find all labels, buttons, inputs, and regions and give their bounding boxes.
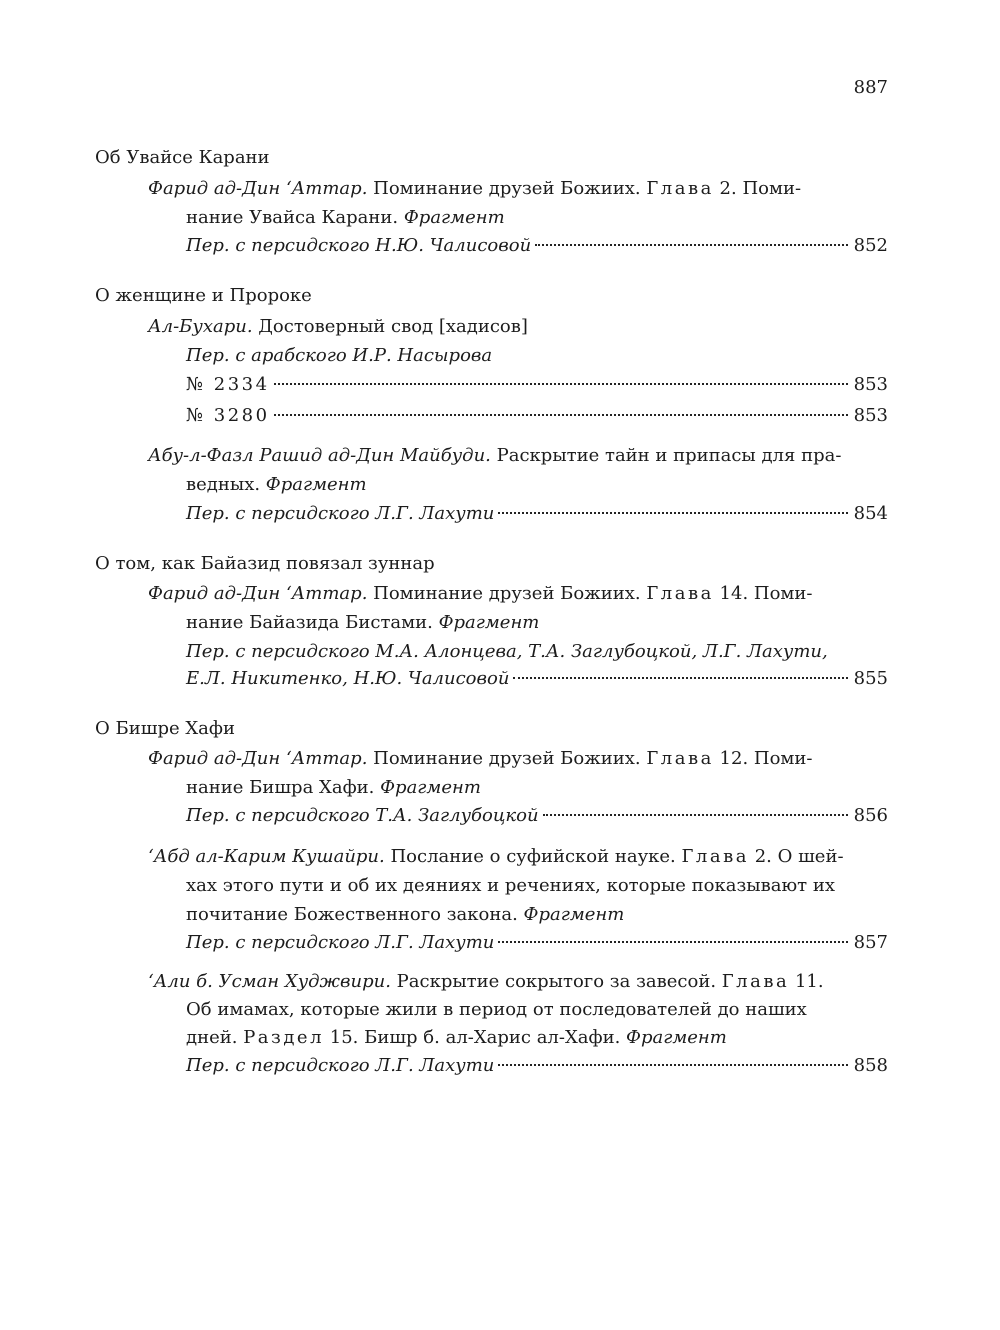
entry-line: дней. Раздел 15. Бишр б. ал-Харис ал-Хафи. Фрагмент: [186, 1027, 727, 1048]
translator: Пер. с персидского Л.Г. Лахути: [186, 1055, 495, 1076]
translator: Пер. с персидского Н.Ю. Чалисовой: [186, 235, 532, 256]
entry-author: Фарид ад-Дин ʻАттар.: [148, 178, 368, 199]
toc-entry-row: [186, 931, 888, 955]
translator: Пер. с персидского Т.А. Заглубоцкой: [186, 805, 539, 826]
entry-line: Фарид ад-Дин ʻАттар. Поминание друзей Божиих. Глава 14. Поми-: [148, 583, 813, 604]
entry-line: хах этого пути и об их деяниях и речениях, которые показывают их: [186, 875, 836, 896]
entry-line: нание Байазида Бистами. Фрагмент: [186, 612, 540, 633]
entry-author: Фарид ад-Дин ʻАттар.: [148, 583, 368, 604]
dot-leader: [498, 512, 847, 514]
translator: Е.Л. Никитенко, Н.Ю. Чалисовой: [186, 668, 510, 689]
hadith-number: № 2334: [186, 374, 270, 395]
entry-line: Ал-Бухари. Достоверный свод [хадисов]: [148, 316, 528, 337]
translator: Пер. с персидского М.А. Алонцева, Т.А. Заглубоцкой, Л.Г. Лахути,: [186, 641, 828, 662]
dot-leader: [274, 383, 848, 385]
entry-line: ʻАбд ал-Карим Кушайри. Послание о суфийской науке. Глава 2. О шей-: [148, 846, 844, 867]
translator: Пер. с персидского Л.Г. Лахути: [186, 932, 495, 953]
entry-line: почитание Божественного закона. Фрагмент: [186, 904, 625, 925]
dot-leader: [498, 1064, 847, 1066]
page-ref: 853: [853, 374, 888, 395]
section-title-bayazid: О том, как Байазид повязал зуннар: [95, 553, 435, 574]
toc-entry-row: [186, 373, 888, 397]
toc-entry-row: [186, 1054, 888, 1078]
page-ref: 854: [853, 503, 888, 524]
toc-entry-row: [186, 804, 888, 828]
entry-line: нание Бишра Хафи. Фрагмент: [186, 777, 481, 798]
dot-leader: [513, 677, 847, 679]
page-ref: 853: [853, 405, 888, 426]
entry-line: Абу-л-Фазл Рашид ад-Дин Майбуди. Раскрытие тайн и припасы для пра-: [148, 445, 842, 466]
translator: Пер. с арабского И.Р. Насырова: [186, 345, 493, 366]
entry-line: ʻАли б. Усман Худжвири. Раскрытие сокрытого за завесой. Глава 11.: [148, 971, 824, 992]
page-number: 887: [853, 77, 888, 98]
entry-line: Фарид ад-Дин ʻАттар. Поминание друзей Божиих. Глава 2. Поми-: [148, 178, 802, 199]
entry-line: Об имамах, которые жили в период от последователей до наших: [186, 999, 807, 1020]
hadith-number: № 3280: [186, 405, 270, 426]
entry-author: Ал-Бухари.: [148, 316, 253, 337]
toc-entry-row: [186, 667, 888, 691]
toc-entry-row: [186, 404, 888, 428]
page-ref: 857: [853, 932, 888, 953]
page-ref: 856: [853, 805, 888, 826]
entry-line: ведных. Фрагмент: [186, 474, 367, 495]
dot-leader: [535, 244, 847, 246]
entry-line: Фарид ад-Дин ʻАттар. Поминание друзей Божиих. Глава 12. Поми-: [148, 748, 813, 769]
toc-entry-row: [186, 502, 888, 526]
dot-leader: [543, 814, 848, 816]
section-title-uvais: Об Увайсе Карани: [95, 147, 270, 168]
page-ref: 855: [853, 668, 888, 689]
dot-leader: [274, 414, 848, 416]
entry-author: Фарид ад-Дин ʻАттар.: [148, 748, 368, 769]
toc-entry-row: [186, 234, 888, 258]
page-ref: 858: [853, 1055, 888, 1076]
section-title-woman: О женщине и Пророке: [95, 285, 312, 306]
entry-author: ʻАли б. Усман Худжвири.: [148, 971, 391, 992]
section-title-bishr: О Бишре Хафи: [95, 718, 235, 739]
entry-author: Абу-л-Фазл Рашид ад-Дин Майбуди.: [148, 445, 491, 466]
page-ref: 852: [853, 235, 888, 256]
dot-leader: [498, 941, 847, 943]
entry-author: ʻАбд ал-Карим Кушайри.: [148, 846, 385, 867]
entry-line: нание Увайса Карани. Фрагмент: [186, 207, 505, 228]
translator: Пер. с персидского Л.Г. Лахути: [186, 503, 495, 524]
